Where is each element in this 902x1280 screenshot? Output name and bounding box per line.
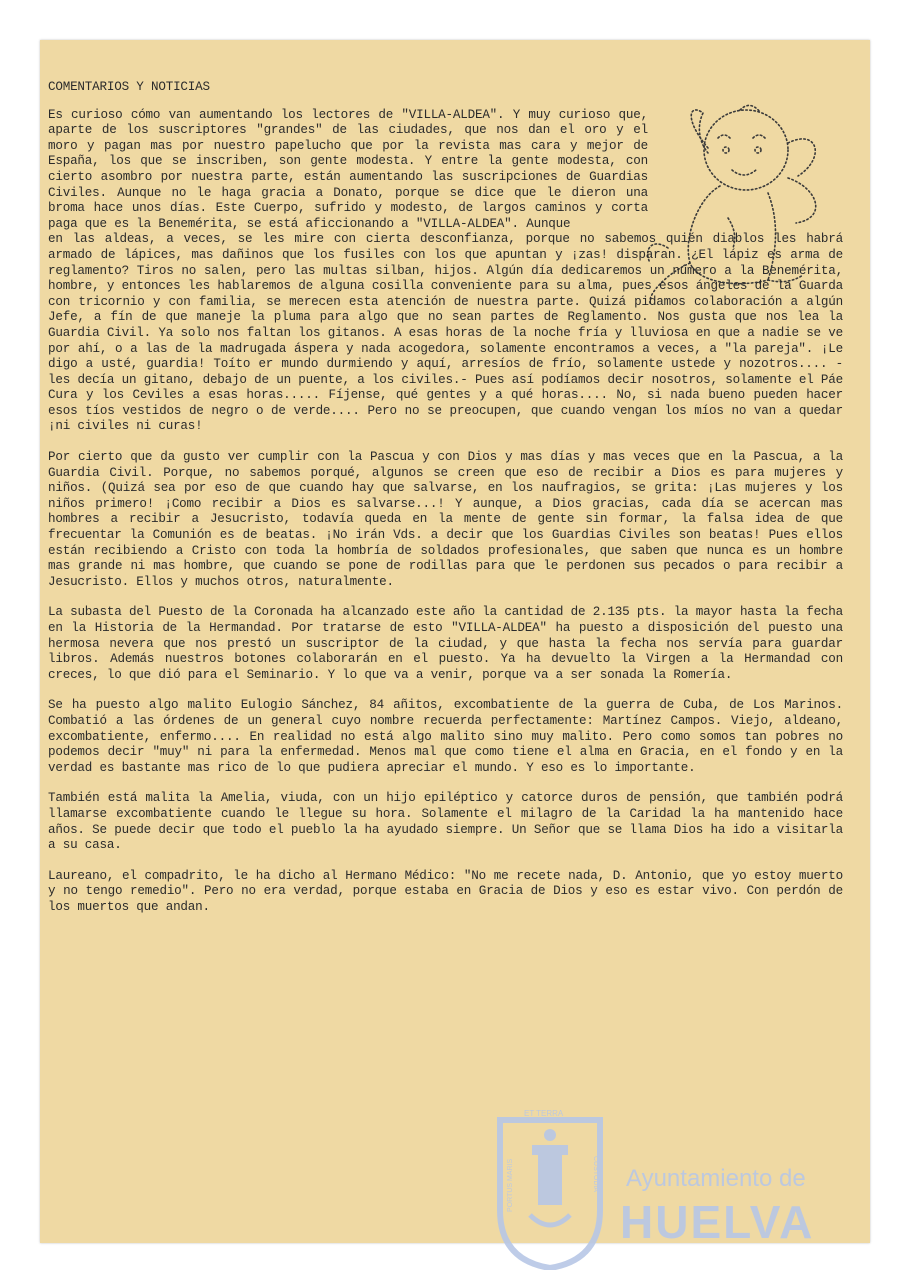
seal-text-right: CUSTODIA bbox=[592, 1156, 599, 1193]
watermark-line-2: HUELVA bbox=[620, 1196, 815, 1248]
seal-text-top: ET TERRA bbox=[524, 1109, 564, 1118]
section-heading: COMENTARIOS Y NOTICIAS bbox=[48, 80, 210, 94]
paragraph-5: Se ha puesto algo malito Eulogio Sánchez, 84 añitos, excombatiente de la guerra de Cuba, de Los Marinos. Combatió a las órdenes de un general cuyo nombre recuerda perfectamente: Martínez Campos. Viejo, aldeano, excombatiente, enfermo.... En realidad no está algo malito sino muy malito. Pero como somos tan pobres no podemos decir "muy" ni para la enfermedad. Menos mal que como tiene el alma en Gracia, en el fondo y en la verdad es bastante mas rico de lo que pudiera apreciar el mundo. Y eso es lo importante. bbox=[48, 698, 843, 775]
paragraph-4: La subasta del Puesto de la Coronada ha alcanzado este año la cantidad de 2.135 pts. la mayor hasta la fecha en la Historia de la Hermandad. Por tratarse de esto "VILLA-ALDEA" ha puesto a disposición del puesto una hermosa nevera que nos prestó un suscriptor de la ciudad, y que hasta la fecha nos servía para guardar libros. Además nuestros botones colaborarán en el puesto. Ya ha devuelto la Virgen a la Hermandad con creces, lo que dió para el Seminario. Y lo que va a venir, porque va a ser sonada la Romería. bbox=[48, 605, 843, 682]
watermark-line-1: Ayuntamiento de bbox=[626, 1165, 806, 1192]
paragraph-7: Laureano, el compadrito, le ha dicho al Hermano Médico: "No me recete nada, D. Antonio, que yo estoy muerto y no tengo remedio". Pero no era verdad, porque estaba en Gracia de Dios y eso es estar vivo. Con perdón de los muertos que andan. bbox=[48, 868, 843, 914]
seal-text-left: PORTUS MARIS bbox=[507, 1158, 514, 1212]
paragraph-6: También está malita la Amelia, viuda, con un hijo epiléptico y catorce duros de pensión, que también podrá llamarse excombatiente cuando le llegue su hora. Solamente el milagro de la Caridad la ha mantenido hace años. Se puede decir que todo el pueblo la ha ayudado siempre. Un Señor que se llama Dios ha ido a visitarla a su casa. bbox=[48, 791, 843, 853]
paragraph-2: en las aldeas, a veces, se les mire con cierta desconfianza, porque no sabemos quién diablos les habrá armado de lápices, mas dañinos que los fusiles con los que apuntan y ¡zas! disparan. ¿El lápiz es arma de reglamento? Tiros no salen, pero las multas silban, hijos. Algún día dedicaremos un número a la Benemérita, hombre, y entonces les hablaremos de alguna cosilla conveniente para su alma, pues esos ángeles de la Guarda con tricornio y con familia, se merecen esta atención de nuestra parte. Quizá pidamos colaboración a algún Jefe, a fín de que maneje la pluma para algo que no sean partes de Reglamento. Nos gusta que nos lea la Guardia Civil. Ya solo nos faltan los gitanos. A esas horas de la noche fría y lluviosa en que a nadie se ve por ahí, o a las de la madrugada áspera y nada acogedora, solamente encontramos a veces, a "la pareja". ¡Le digo a usté, guardia! Toíto er mundo durmiendo y aquí, arresíos de frío, solamente ustede y nozotros.... -les decía un gitano, debajo de un puente, a los civiles.- Pues así podíamos decir nosotros, solamente el Páe Cura y los Ceviles a esas horas..... Fíjense, qué gentes y a qué horas.... No, si nada bueno pueden hacer esos tíos vestidos de negro o de verde.... Pero no se preocupen, que cuando vengan los míos no van a quedar ¡ni civiles ni curas! bbox=[48, 232, 843, 434]
city-seal-icon bbox=[500, 1120, 600, 1268]
paragraph-3: Por cierto que da gusto ver cumplir con la Pascua y con Dios y mas días y mas veces que en la Pascua, a la Guardia Civil. Porque, no sabemos porqué, algunos se creen que eso de recibir a Dios es para mujeres y niños. (Quizá sea por eso de que cuando hay que salvarse, en los naufragios, se grita: ¡Las mujeres y los niños primero! ¡Como recibir a Dios es salvarse...! Y aunque, a Dios gracias, cada día se acercan mas hombres a recibir a Jesucristo, todavía queda en la mente de gente sin formar, la falsa idea de que frecuentar la Comunión es de beatas. ¡No irán Vds. a decir que los Guardias Civiles son beatas! Pues ellos están recibiendo a Cristo con toda la hombría de soldados profesionales, que saben que nunca es un hombre mas grande ni mas hombre, que cuando se pone de rodillas para que le perdonen sus pecados o para recibir a Jesucristo. Ellos y muchos otros, naturalmente. bbox=[48, 450, 843, 589]
paragraph-1: Es curioso cómo van aumentando los lectores de "VILLA-ALDEA". Y muy curioso que, aparte de los suscriptores "grandes" de las ciudades, que nos dan el oro y el moro y pagan mas por nuestro papelucho que por la revista mas cara y mejor de España, los que se inscriben, son gente modesta. Y entre la gente modesta, con cierto asombro por nuestra parte, están aumentando las suscripciones de Guardias Civiles. Aunque no le haga gracia a Donato, porque se dice que le dieron una broma hace unos días. Este Cuerpo, sufrido y modesto, de largos caminos y corta paga que es la Benemérita, se está aficcionando a "VILLA-ALDEA". Aunque bbox=[48, 107, 648, 231]
document-body bbox=[48, 80, 843, 931]
ayuntamiento-huelva-watermark bbox=[490, 1100, 840, 1270]
